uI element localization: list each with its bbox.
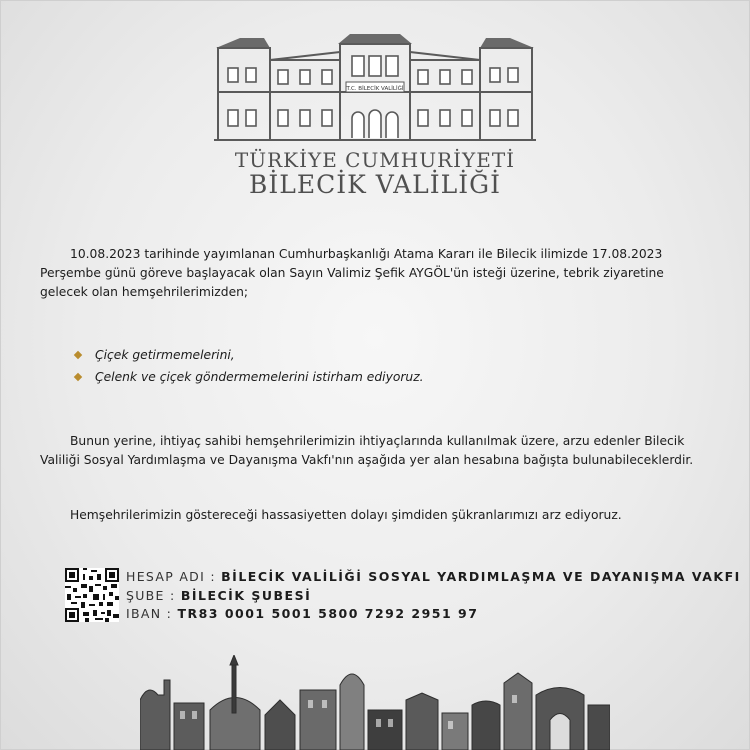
building-plaque: T.C. BİLECİK VALİLİĞİ <box>346 86 404 92</box>
list-item <box>75 366 424 388</box>
iban-value[interactable]: TR83 0001 5001 5800 7292 2951 97 <box>177 606 479 621</box>
governor-building-icon <box>210 30 540 142</box>
org-name-line1: TÜRKİYE CUMHURİYETİ <box>234 148 516 172</box>
list-item-text: Çelenk ve çiçek göndermemelerini istirham ediyoruz. <box>95 370 424 384</box>
diamond-bullet-icon <box>74 351 82 359</box>
announcement-paragraph-2 <box>40 432 710 470</box>
branch-label: ŞUBE : <box>126 587 176 603</box>
list-item <box>75 344 424 366</box>
paragraph-2-text: Bunun yerine, ihtiyaç sahibi hemşehrilerimizin ihtiyaçlarında kullanılmak üzere, arzu edenler Bilecik Valiliği Sosyal Yardımlaşma ve Dayanışma Vakfı'nın aşağıda yer alan hesabına bağışta bulunabileceklerdir. <box>40 434 694 467</box>
iban-row <box>126 605 741 624</box>
paragraph-3-text: Hemşehrilerimizin göstereceği hassasiyetten dolayı şimdiden şükranlarımızı arz ediyoruz. <box>70 508 622 522</box>
bank-info <box>65 568 741 624</box>
qr-code-icon[interactable] <box>65 568 119 622</box>
bank-details <box>126 568 741 624</box>
branch-value: BİLECİK ŞUBESİ <box>180 587 312 603</box>
paragraph-1-text: 10.08.2023 tarihinde yayımlanan Cumhurbaşkanlığı Atama Kararı ile Bilecik ilimizde 17.08.2023 Perşembe günü göreve başlayacak olan Sayın Valimiz Şefik AYGÖL'ün isteği üzerine, tebrik ziyaretine gelecek olan hemşehrilerimizden; <box>40 247 664 299</box>
account-name-label: HESAP ADI : <box>126 569 216 584</box>
list-item-text: Çiçek getirmemelerini, <box>95 348 235 362</box>
org-name-line2: BİLECİK VALİLİĞİ <box>249 170 501 199</box>
governorship-logo <box>0 30 750 199</box>
request-list <box>75 344 424 388</box>
diamond-bullet-icon <box>74 373 82 381</box>
iban-label: IBAN : <box>126 606 173 621</box>
announcement-paragraph-3 <box>40 506 710 525</box>
account-name-value: BİLECİK VALİLİĞİ SOSYAL YARDIMLAŞMA VE DAYANIŞMA VAKFI <box>221 569 741 584</box>
announcement-paragraph-1 <box>40 245 710 302</box>
account-name-row <box>126 568 741 587</box>
branch-row <box>126 587 741 606</box>
city-skyline-illustration <box>140 655 610 750</box>
